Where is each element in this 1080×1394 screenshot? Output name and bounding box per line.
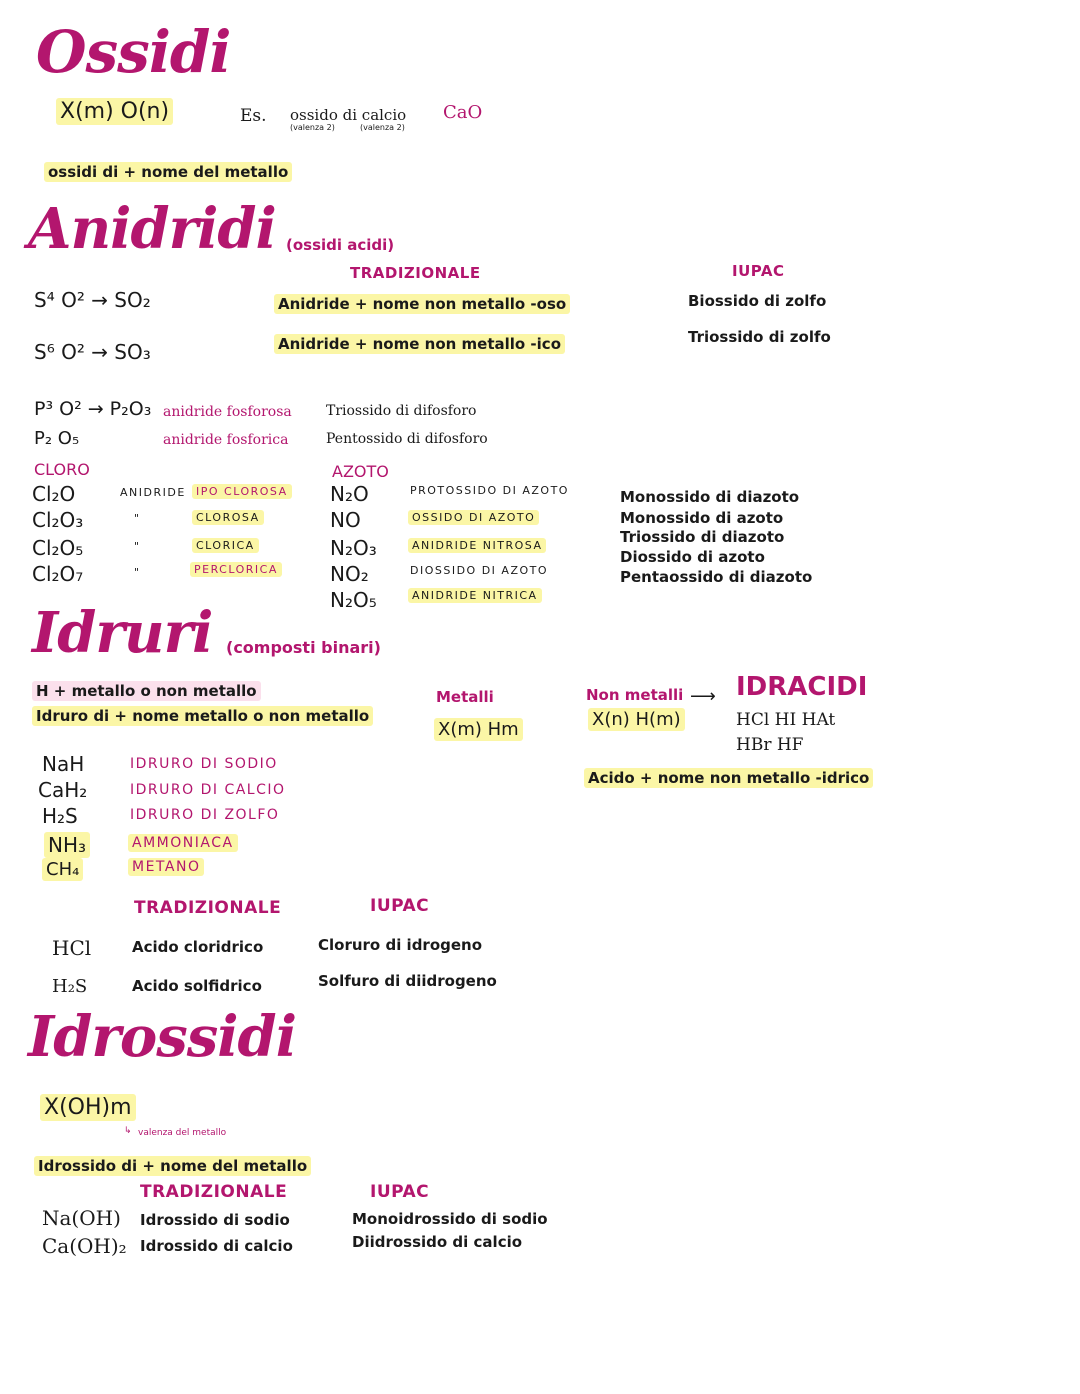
idrossidi-title: Idrossidi (28, 1004, 296, 1070)
acid-trad-2: Acido solfidrico (132, 977, 262, 995)
trad-oso-rule: Anidride + nome non metallo -oso (274, 294, 570, 314)
idruro-formula-3: H₂S (42, 804, 78, 828)
azoto-name-4: DIOSSIDO DI AZOTO (410, 564, 549, 577)
idracidi-list-1: HCl HI HAt (736, 710, 836, 730)
idrossidi-formula: X(OH)m (40, 1094, 136, 1121)
acid-trad-1: Acido cloridrico (132, 938, 264, 956)
cloro-label: CLORO (34, 460, 90, 479)
idrossidi-head-iupac: IUPAC (370, 1182, 430, 1202)
idruri-title: Idruri (32, 600, 213, 666)
cloro-pre-3: " (134, 540, 141, 553)
nonmetalli-label: Non metalli (586, 686, 684, 704)
p2o5-formula: P₂ O₅ (34, 428, 80, 449)
idruro-name-1: IDRURO DI SODIO (130, 756, 278, 772)
acid-formula-1: HCl (52, 936, 92, 960)
ossidi-rule: ossidi di + nome del metallo (44, 162, 292, 182)
azoto-formula-2: NO (330, 508, 361, 532)
iupac-biossido: Biossido di zolfo (688, 292, 827, 310)
anidride-fosforica: anidride fosforica (163, 432, 289, 448)
idruro-formula-4: NH₃ (44, 832, 90, 858)
azoto-formula-4: NO₂ (330, 562, 369, 586)
idrossidi-head-trad: TRADIZIONALE (140, 1182, 288, 1202)
idrossido-iupac-1: Monoidrossido di sodio (352, 1210, 548, 1228)
pentossido-difosforo: Pentossido di difosforo (326, 431, 488, 447)
idrossidi-note: valenza del metallo (138, 1128, 227, 1138)
cloro-formula-3: Cl₂O₅ (32, 536, 84, 560)
arrow-icon: ⟶ (690, 686, 716, 707)
cloro-formula-1: Cl₂O (32, 482, 76, 506)
so2-formula: S⁴ O² → SO₂ (34, 288, 151, 312)
triossido-difosforo: Triossido di difosforo (326, 403, 477, 419)
acid-iupac-2: Solfuro di diidrogeno (318, 972, 497, 990)
idrossido-formula-2: Ca(OH)₂ (42, 1234, 127, 1258)
azoto-name-2: OSSIDO DI AZOTO (408, 510, 539, 525)
idruro-formula-1: NaH (42, 752, 85, 776)
ossidi-example-formula: CaO (443, 102, 483, 123)
idruri-subtitle: (composti binari) (226, 638, 381, 657)
idruro-formula-5: CH₄ (42, 858, 83, 881)
idruri-rule-1: H + metallo o non metallo (32, 681, 261, 701)
anidride-fosforosa: anidride fosforosa (163, 404, 292, 420)
ossidi-general-formula: X(m) O(n) (56, 98, 173, 125)
idracidi-list-2: HBr HF (736, 735, 804, 755)
acido-rule: Acido + nome non metallo -idrico (584, 768, 873, 788)
idruro-name-2: IDRURO DI CALCIO (130, 782, 286, 798)
cloro-name-1: IPO CLOROSA (192, 484, 292, 499)
azoto-formula-3: N₂O₃ (330, 536, 377, 560)
idruri-head-iupac: IUPAC (370, 896, 430, 916)
acid-formula-2: H₂S (52, 976, 88, 997)
idrossido-formula-1: Na(OH) (42, 1206, 121, 1230)
cloro-pre-4: " (134, 566, 141, 579)
metalli-formula: X(m) Hm (434, 718, 523, 741)
p2o3-formula: P³ O² → P₂O₃ (34, 398, 152, 420)
azoto-iupac-4: Diossido di azoto (620, 548, 765, 566)
es-label: Es. (240, 106, 267, 126)
idruri-head-trad: TRADIZIONALE (134, 898, 282, 918)
iupac-triossido: Triossido di zolfo (688, 328, 831, 346)
anidridi-head-iupac: IUPAC (732, 262, 785, 280)
azoto-iupac-1: Monossido di diazoto (620, 488, 800, 506)
cloro-name-3: CLORICA (192, 538, 259, 553)
nonmetalli-formula: X(n) H(m) (588, 708, 685, 731)
azoto-iupac-3: Triossido di diazoto (620, 528, 785, 546)
azoto-label: AZOTO (332, 462, 389, 481)
cloro-name-2: CLOROSA (192, 510, 264, 525)
idruro-name-4: AMMONIACA (128, 834, 238, 852)
metalli-label: Metalli (436, 688, 494, 706)
idrossido-iupac-2: Diidrossido di calcio (352, 1233, 523, 1251)
so3-formula: S⁶ O² → SO₃ (34, 340, 151, 364)
cloro-pre-1: ANIDRIDE (120, 486, 186, 499)
azoto-name-5: ANIDRIDE NITRICA (408, 588, 542, 603)
azoto-name-3: ANIDRIDE NITROSA (408, 538, 546, 553)
idruro-name-3: IDRURO DI ZOLFO (130, 807, 280, 823)
azoto-formula-5: N₂O₅ (330, 588, 377, 612)
idracidi-label: IDRACIDI (736, 672, 868, 702)
valence-note-arrow: ↳ (124, 1126, 132, 1136)
idruri-rule-2: Idruro di + nome metallo o non metallo (32, 706, 373, 726)
ossidi-title: Ossidi (36, 18, 231, 86)
anidridi-head-trad: TRADIZIONALE (350, 264, 481, 282)
azoto-name-1: PROTOSSIDO DI AZOTO (410, 484, 569, 497)
cloro-pre-2: " (134, 512, 141, 525)
idruro-formula-2: CaH₂ (38, 778, 88, 802)
valence-note-right: (valenza 2) (360, 123, 405, 132)
idrossido-trad-2: Idrossido di calcio (140, 1237, 293, 1255)
idruro-name-5: METANO (128, 858, 204, 876)
cloro-formula-4: Cl₂O₇ (32, 562, 84, 586)
azoto-iupac-5: Pentaossido di diazoto (620, 568, 813, 586)
ossidi-example-name: ossido di calcio (290, 106, 407, 124)
trad-ico-rule: Anidride + nome non metallo -ico (274, 334, 565, 354)
valence-note-left: (valenza 2) (290, 123, 335, 132)
azoto-formula-1: N₂O (330, 482, 369, 506)
anidridi-subtitle: (ossidi acidi) (286, 236, 395, 254)
cloro-name-4: PERCLORICA (190, 562, 282, 577)
azoto-iupac-2: Monossido di azoto (620, 509, 784, 527)
idrossidi-rule: Idrossido di + nome del metallo (34, 1156, 311, 1176)
idrossido-trad-1: Idrossido di sodio (140, 1211, 290, 1229)
cloro-formula-2: Cl₂O₃ (32, 508, 84, 532)
anidridi-title: Anidridi (28, 196, 276, 262)
acid-iupac-1: Cloruro di idrogeno (318, 936, 483, 954)
